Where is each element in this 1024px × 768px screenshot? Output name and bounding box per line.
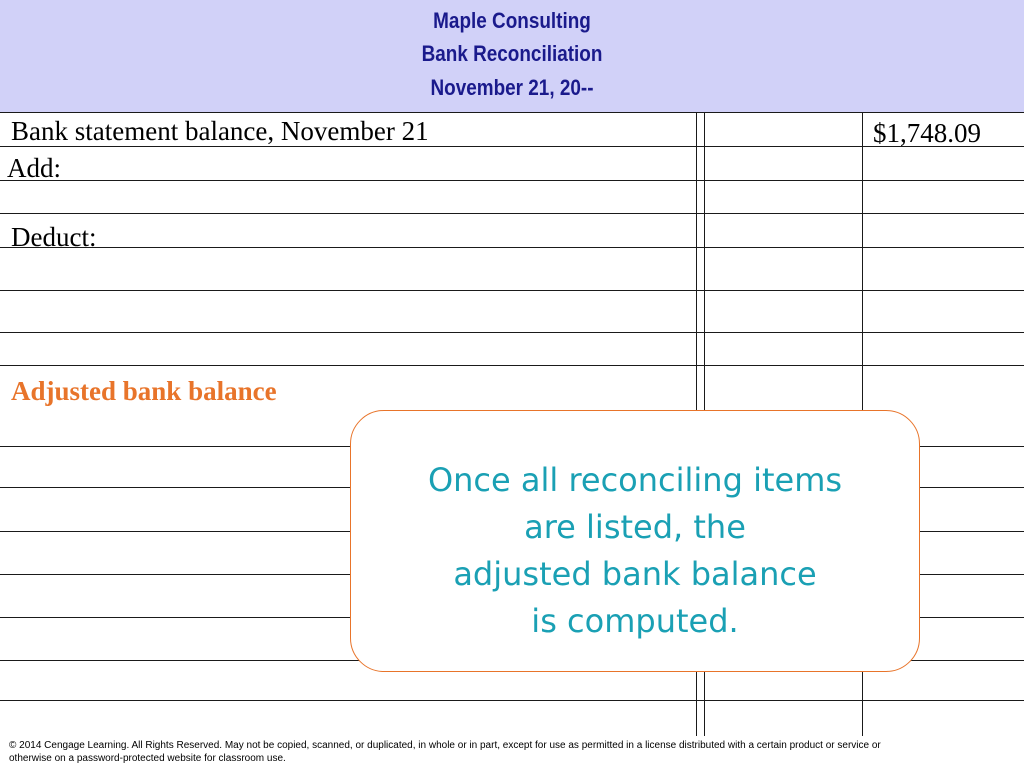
report-date: November 21, 20--	[430, 75, 594, 100]
adjusted-balance-label: Adjusted bank balance	[11, 376, 277, 406]
explanation-callout	[350, 410, 920, 672]
ledger-rule	[0, 365, 1024, 366]
bank-statement-label: Bank statement balance, November 21	[11, 116, 429, 146]
copyright-footer	[0, 736, 1024, 768]
callout-line: Once all reconciling items	[427, 461, 843, 499]
slide-header	[0, 0, 1024, 113]
copyright-line: © 2014 Cengage Learning. All Rights Reserved. May not be copied, scanned, or duplicated, in whole or in part, except for use as permitted in a license distributed with a certain product or service or	[9, 740, 881, 751]
callout-line: adjusted bank balance	[453, 555, 817, 593]
deduct-label: Deduct:	[11, 222, 97, 252]
add-label: Add:	[7, 153, 61, 183]
ledger-rule	[0, 213, 1024, 214]
ledger-rule	[0, 700, 1024, 701]
ledger-rule	[0, 247, 1024, 248]
company-name: Maple Consulting	[433, 8, 591, 33]
ledger-rule	[0, 290, 1024, 291]
copyright-line: otherwise on a password-protected website for classroom use.	[9, 753, 286, 764]
ledger-rule	[0, 146, 1024, 147]
ledger-rule	[0, 180, 1024, 181]
callout-line: are listed, the	[524, 508, 746, 546]
callout-line: is computed.	[531, 602, 739, 640]
report-title: Bank Reconciliation	[421, 41, 603, 66]
ledger-rule	[0, 332, 1024, 333]
bank-statement-amount: $1,748.09	[873, 118, 981, 148]
